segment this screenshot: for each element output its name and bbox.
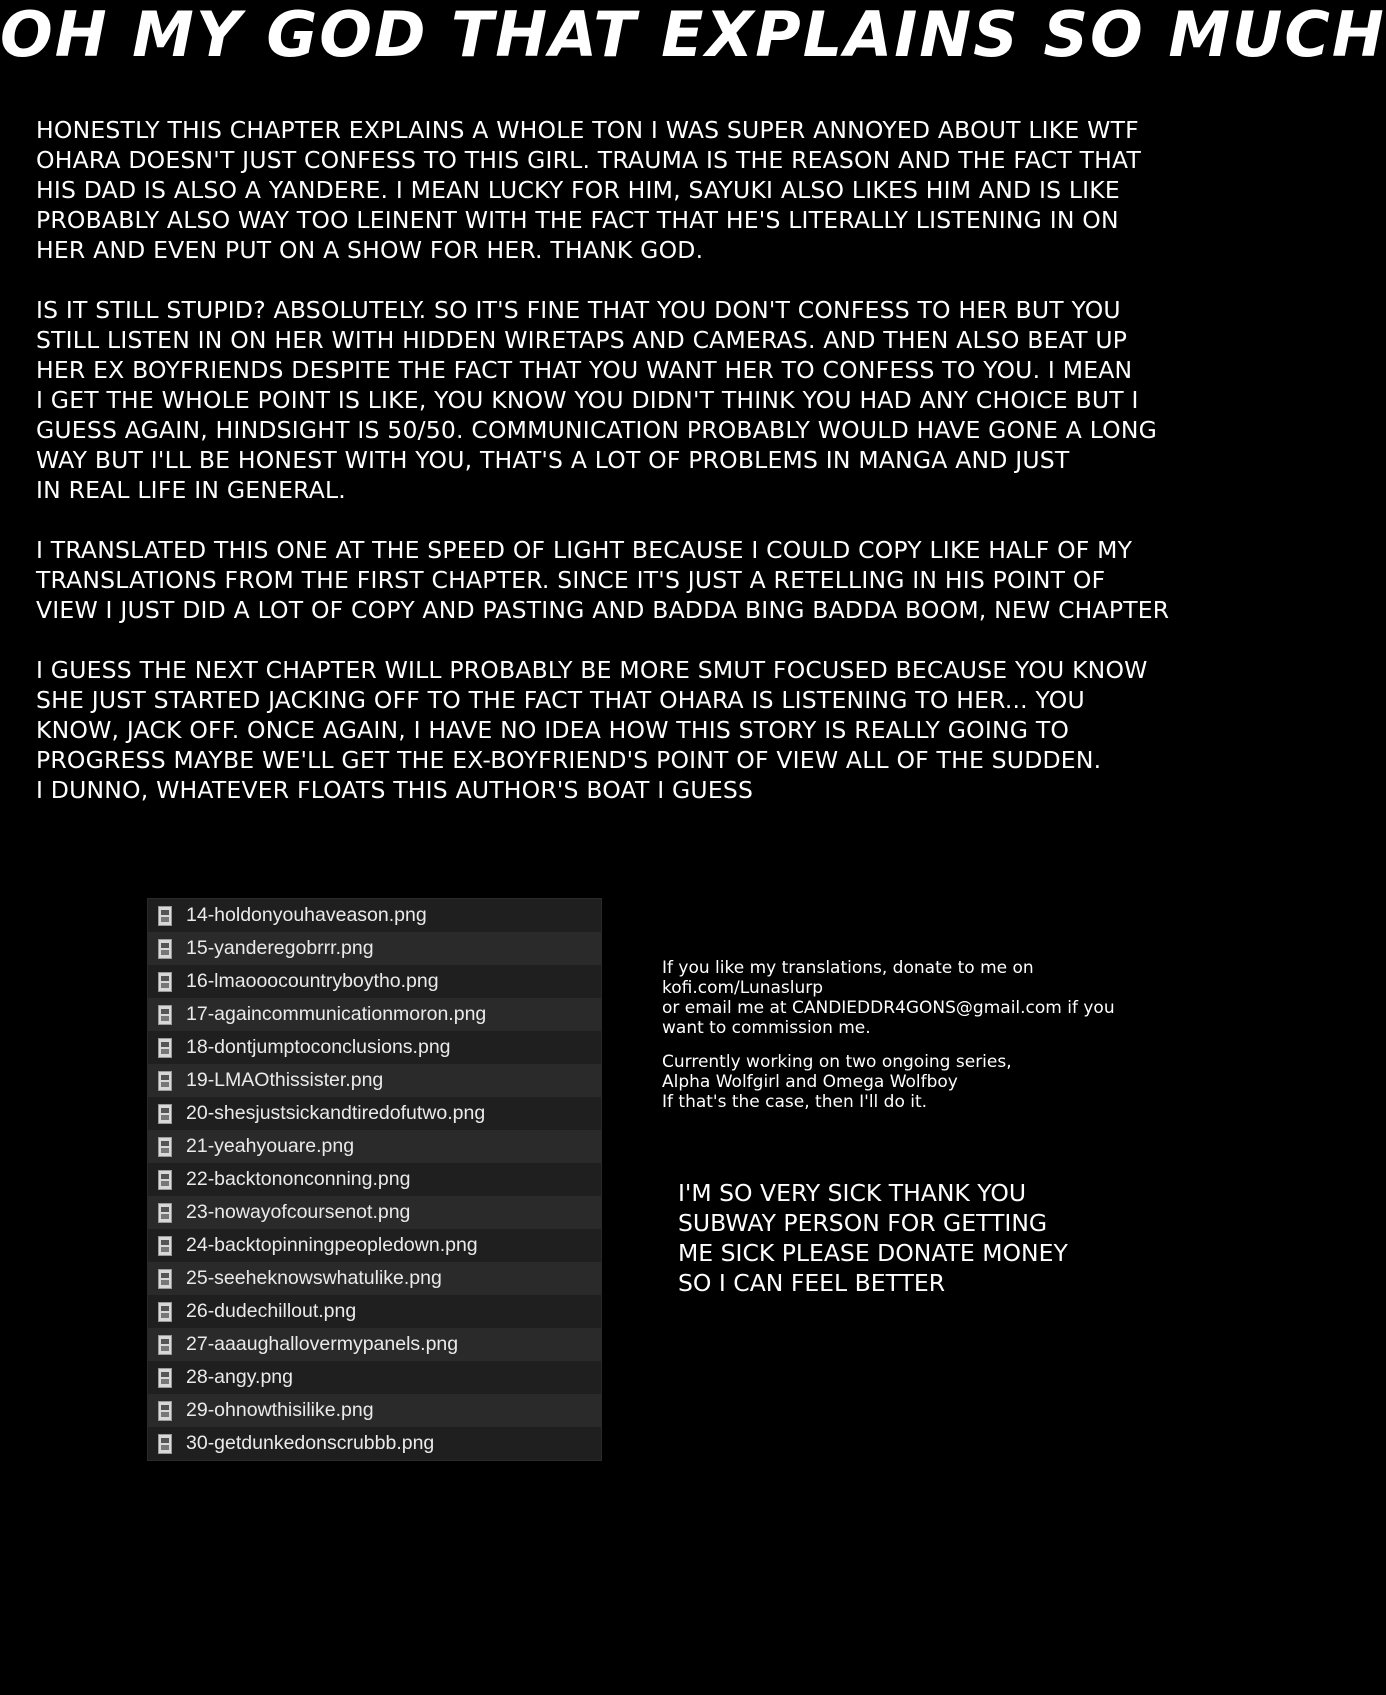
file-row[interactable] (148, 1427, 601, 1460)
image-thumbnail-icon (158, 1137, 172, 1157)
file-name: 21-yeahyouare.png (186, 1135, 355, 1157)
file-name: 20-shesjustsickandtiredofutwo.png (186, 1102, 486, 1124)
file-name: 27-aaaughallovermypanels.png (186, 1333, 459, 1355)
file-name: 14-holdonyouhaveason.png (186, 904, 427, 926)
file-row[interactable] (148, 1295, 601, 1328)
note-paragraph: HONESTLY THIS CHAPTER EXPLAINS A WHOLE TON I WAS SUPER ANNOYED ABOUT LIKE WTF OHARA DOESN'T JUST CONFESS TO THIS GIRL. TRAUMA IS THE REASON AND THE FACT THAT HIS DAD IS ALSO A YANDERE. I MEAN LUCKY FOR HIM, SAYUKI ALSO LIKES HIM AND IS LIKE PROBABLY ALSO WAY TOO LEINENT WITH THE FACT THAT HE'S LITERALLY LISTENING IN ON HER AND EVEN PUT ON A SHOW FOR HER. THANK GOD. (36, 116, 1142, 264)
file-name: 28-angy.png (186, 1366, 293, 1388)
file-row[interactable] (148, 1097, 601, 1130)
series-info: Currently working on two ongoing series, Alpha Wolfgirl and Omega Wolfboy If that's the case, then I'll do it. (662, 1052, 1012, 1112)
file-row[interactable] (148, 1328, 601, 1361)
file-row[interactable] (148, 1130, 601, 1163)
file-row[interactable] (148, 899, 601, 932)
file-row[interactable] (148, 1163, 601, 1196)
image-thumbnail-icon (158, 1434, 172, 1454)
file-name: 17-againcommunicationmoron.png (186, 1003, 487, 1025)
file-name: 16-lmaooocountryboytho.png (186, 970, 439, 992)
file-name: 29-ohnowthisilike.png (186, 1399, 374, 1421)
image-thumbnail-icon (158, 1302, 172, 1322)
translator-credits (662, 958, 1182, 1126)
image-thumbnail-icon (158, 1368, 172, 1388)
file-name: 22-backtononconning.png (186, 1168, 411, 1190)
file-name: 19-LMAOthissister.png (186, 1069, 384, 1091)
image-thumbnail-icon (158, 1104, 172, 1124)
image-thumbnail-icon (158, 1236, 172, 1256)
file-row[interactable] (148, 998, 601, 1031)
translator-notes (36, 115, 1196, 835)
file-row[interactable] (148, 1394, 601, 1427)
image-thumbnail-icon (158, 1170, 172, 1190)
file-name: 30-getdunkedonscrubbb.png (186, 1432, 435, 1454)
file-name: 15-yanderegobrrr.png (186, 937, 374, 959)
file-name: 23-nowayofcoursenot.png (186, 1201, 411, 1223)
image-thumbnail-icon (158, 1203, 172, 1223)
file-name: 25-seeheknowswhatulike.png (186, 1267, 442, 1289)
image-thumbnail-icon (158, 1038, 172, 1058)
file-row[interactable] (148, 1031, 601, 1064)
image-thumbnail-icon (158, 1269, 172, 1289)
note-paragraph: IS IT STILL STUPID? ABSOLUTELY. SO IT'S FINE THAT YOU DON'T CONFESS TO HER BUT YOU STILL LISTEN IN ON HER WITH HIDDEN WIRETAPS AND CAMERAS. AND THEN ALSO BEAT UP HER EX BOYFRIENDS DESPITE THE FACT THAT YOU WANT HER TO CONFESS TO YOU. I MEAN I GET THE WHOLE POINT IS LIKE, YOU KNOW YOU DIDN'T THINK YOU HAD ANY CHOICE BUT I GUESS AGAIN, HINDSIGHT IS 50/50. COMMUNICATION PROBABLY WOULD HAVE GONE A LONG WAY BUT I'LL BE HONEST WITH YOU, THAT'S A LOT OF PROBLEMS IN MANGA AND JUST IN REAL LIFE IN GENERAL. (36, 296, 1158, 504)
image-thumbnail-icon (158, 1005, 172, 1025)
image-thumbnail-icon (158, 1335, 172, 1355)
note-paragraph: I TRANSLATED THIS ONE AT THE SPEED OF LIGHT BECAUSE I COULD COPY LIKE HALF OF MY TRANSLATIONS FROM THE FIRST CHAPTER. SINCE IT'S JUST A RETELLING IN HIS POINT OF VIEW I JUST DID A LOT OF COPY AND PASTING AND BADDA BING BADDA BOOM, NEW CHAPTER (36, 536, 1170, 624)
image-thumbnail-icon (158, 906, 172, 926)
file-name: 24-backtopinningpeopledown.png (186, 1234, 478, 1256)
file-row[interactable] (148, 1229, 601, 1262)
note-paragraph: I GUESS THE NEXT CHAPTER WILL PROBABLY BE MORE SMUT FOCUSED BECAUSE YOU KNOW SHE JUST STARTED JACKING OFF TO THE FACT THAT OHARA IS LISTENING TO HER... YOU KNOW, JACK OFF. ONCE AGAIN, I HAVE NO IDEA HOW THIS STORY IS REALLY GOING TO PROGRESS MAYBE WE'LL GET THE EX-BOYFRIEND'S POINT OF VIEW ALL OF THE SUDDEN. I DUNNO, WHATEVER FLOATS THIS AUTHOR'S BOAT I GUESS (36, 656, 1148, 804)
file-row[interactable] (148, 1064, 601, 1097)
file-row[interactable] (148, 965, 601, 998)
file-row[interactable] (148, 1262, 601, 1295)
page-title: OH MY GOD THAT EXPLAINS SO MUCH (0, 0, 1386, 71)
file-row[interactable] (148, 1361, 601, 1394)
file-name: 26-dudechillout.png (186, 1300, 357, 1322)
file-name: 18-dontjumptoconclusions.png (186, 1036, 451, 1058)
sick-note: I'M SO VERY SICK THANK YOU SUBWAY PERSON FOR GETTING ME SICK PLEASE DONATE MONEY SO I CAN FEEL BETTER (678, 1179, 1068, 1297)
image-thumbnail-icon (158, 1071, 172, 1091)
file-row[interactable] (148, 1196, 601, 1229)
image-thumbnail-icon (158, 1401, 172, 1421)
file-row[interactable] (148, 932, 601, 965)
donate-info: If you like my translations, donate to me on kofi.com/Lunaslurp or email me at CANDIEDDR4GONS@gmail.com if you want to commission me. (662, 958, 1115, 1038)
file-list (147, 898, 602, 1461)
image-thumbnail-icon (158, 972, 172, 992)
image-thumbnail-icon (158, 939, 172, 959)
